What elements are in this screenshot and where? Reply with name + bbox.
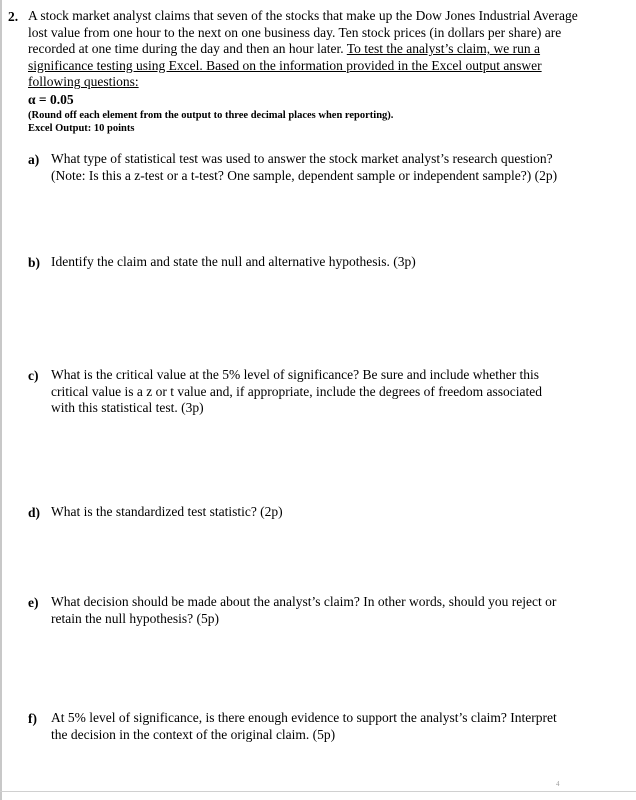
page-number: 4 [556, 780, 560, 788]
part-f-letter: f) [28, 711, 37, 726]
part-e-text: What decision should be made about the analyst’s claim? In other words, should you reject or retain the null hypothesis? (5p) [51, 594, 557, 626]
rounding-note: (Round off each element from the output to three decimal places when reporting). [28, 110, 394, 121]
page-bottom-rule [0, 791, 636, 792]
part-c-text: What is the critical value at the 5% level of significance? Be sure and include whether this critical value is a z or t value and, if appropriate, include the degrees of freedom associated with this statistical test. (3p) [51, 367, 543, 416]
part-f-text: At 5% level of significance, is there enough evidence to support the analyst’s claim? Interpret the decision in the context of the original claim. (5p) [51, 710, 557, 742]
left-margin-rule [0, 0, 2, 800]
part-b-letter: b) [28, 255, 41, 270]
part-c-letter: c) [28, 368, 39, 383]
part-d-letter: d) [28, 505, 41, 520]
part-a-letter: a) [28, 152, 40, 167]
excel-output-note: Excel Output: 10 points [28, 123, 135, 134]
alpha-level: α = 0.05 [28, 92, 74, 107]
part-e-letter: e) [28, 595, 39, 610]
part-d-text: What is the standardized test statistic? (2p) [51, 504, 283, 519]
part-a-text: What type of statistical test was used to answer the stock market analyst’s research question? (Note: Is this a z-test or a t-test? One sample, dependent sample or independent sample?) (2p) [51, 151, 558, 183]
question-intro [28, 8, 588, 91]
part-b-text: Identify the claim and state the null and alternative hypothesis. (3p) [51, 254, 416, 269]
intro-text: A stock market analyst claims that seven of the stocks that make up the Dow Jones Industrial Average lost value from one hour to the next on one business day. Ten stock prices (in dollars per share) are recorded at one time during the day and then an hour later. [28, 8, 578, 57]
intro-underlined-text: To test the analyst’s claim, we run a significance testing using Excel. Based on the information provided in the Excel output answer following questions: [28, 41, 542, 90]
question-number: 2. [8, 9, 19, 24]
